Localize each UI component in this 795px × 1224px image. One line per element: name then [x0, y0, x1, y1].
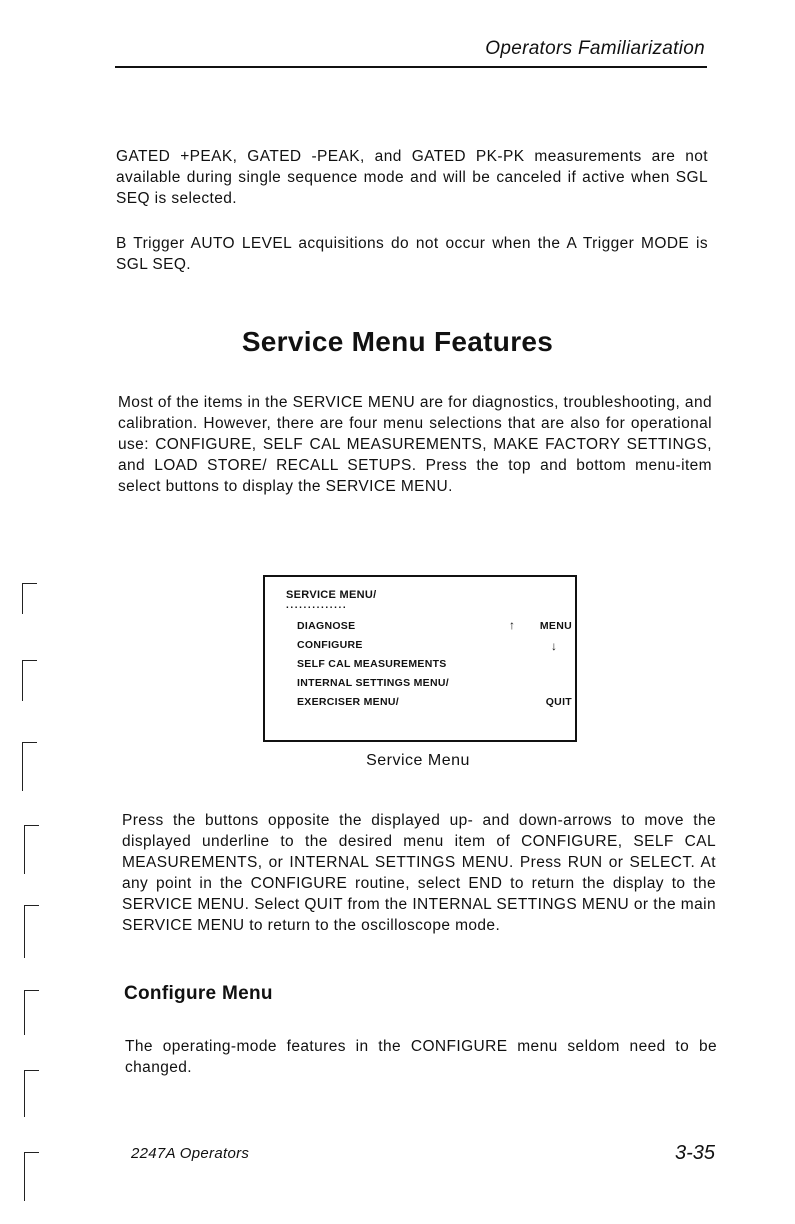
figure-menu-label: MENU	[539, 620, 572, 632]
figure-menu-item: INTERNAL SETTINGS MENU/	[297, 677, 449, 689]
figure-menu-title: SERVICE MENU/	[286, 589, 377, 601]
paragraph-service-menu-intro: Most of the items in the SERVICE MENU are for diagnostics, troubleshooting, and calibration. However, there are four menu selections that are also for operational use: CONFIGURE, SELF CAL MEASUREMENTS, MAKE FACTORY SETTINGS, and LOAD STORE/ RECALL SETUPS. Press the top and bottom menu-item select buttons to display the SERVICE MENU.	[118, 394, 712, 495]
figure-caption: Service Menu	[366, 752, 470, 769]
page-number: 3-35	[674, 1142, 715, 1164]
header-rule	[115, 66, 707, 68]
figure-side-marker	[575, 695, 577, 711]
section-title: Service Menu Features	[241, 326, 554, 357]
service-menu-figure	[263, 575, 577, 742]
figure-menu-item: DIAGNOSE	[297, 620, 356, 632]
figure-menu-item: SELF CAL MEASUREMENTS	[297, 658, 447, 670]
up-arrow-icon: ↑	[509, 618, 515, 632]
subsection-title: Configure Menu	[124, 983, 273, 1004]
paragraph-b-trigger: B Trigger AUTO LEVEL acquisitions do not occur when the A Trigger MODE is SGL SEQ.	[116, 235, 708, 273]
figure-menu-item: EXERCISER MENU/	[297, 696, 399, 708]
binding-edge-marks	[2, 0, 38, 1224]
paragraph-configure-menu: The operating-mode features in the CONFIGURE menu seldom need to be changed.	[125, 1038, 717, 1076]
running-header: Operators Familiarization	[485, 38, 705, 59]
figure-side-marker	[575, 619, 577, 635]
footer-manual-name: 2247A Operators	[131, 1145, 250, 1162]
figure-menu-item: CONFIGURE	[297, 639, 363, 651]
figure-menu-underline-dots: ..............	[286, 600, 348, 611]
paragraph-gated-measurements: GATED +PEAK, GATED -PEAK, and GATED PK-PK measurements are not available during single sequence mode and will be canceled if active when SGL SEQ is selected.	[116, 148, 708, 207]
paragraph-navigation: Press the buttons opposite the displayed up- and down-arrows to move the displayed underline to the desired menu item of CONFIGURE, SELF CAL MEASUREMENTS, or INTERNAL SETTINGS MENU. Press RUN or SELECT. At any point in the CONFIGURE routine, select END to return the display to the SERVICE MENU. Select QUIT from the INTERNAL SETTINGS MENU or the main SERVICE MENU to return to the oscilloscope mode.	[122, 812, 716, 934]
down-arrow-icon: ↓	[551, 639, 557, 653]
figure-quit-label: QUIT	[545, 696, 572, 708]
